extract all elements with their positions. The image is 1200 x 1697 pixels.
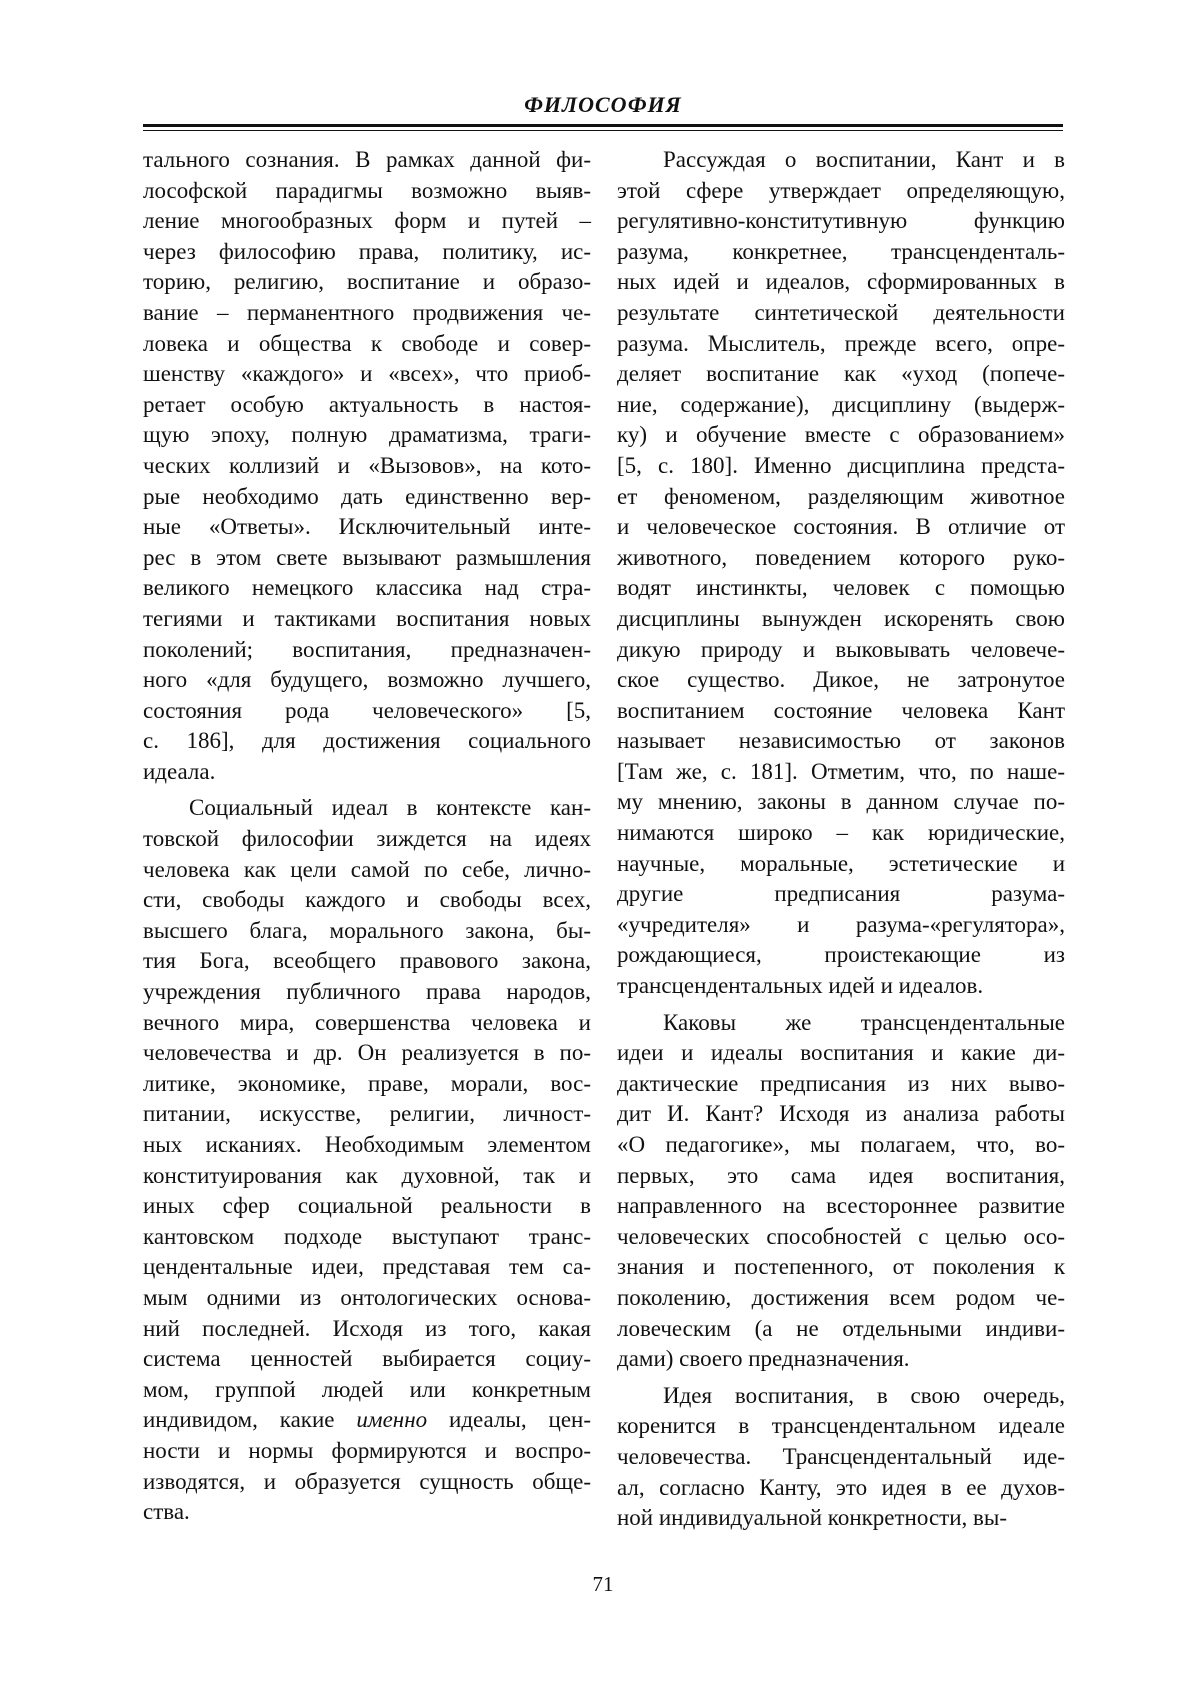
text-line: и человеческое состояния. В отличие от	[617, 514, 1065, 540]
text-line: высшего блага, морального закона, бы-	[143, 917, 591, 943]
text-line: ного «для будущего, возможно лучшего,	[143, 667, 591, 693]
paragraph	[617, 1008, 1065, 1375]
text-line: регулятивно-конститутивную функцию	[617, 208, 1065, 234]
paragraph	[617, 1381, 1065, 1534]
text-line: ское существо. Дикое, не затронутое	[617, 667, 1065, 693]
text-line: поколению, достижения всем родом че-	[617, 1284, 1065, 1310]
text-line: ства.	[143, 1499, 190, 1525]
text-line: ление многообразных форм и путей –	[143, 208, 591, 234]
text-line: разума. Мыслитель, прежде всего, опре-	[617, 330, 1065, 356]
paragraph	[143, 793, 591, 1527]
text-line: товской философии зиждется на идеях	[143, 826, 591, 852]
text-line: воспитанием состояние человека Кант	[617, 697, 1065, 723]
text-line: с. 186], для достижения социального	[143, 728, 591, 754]
text-line: шенству «каждого» и «всех», что приоб-	[143, 361, 591, 387]
text-line: результате синтетической деятельности	[617, 299, 1065, 325]
text-line: животного, поведением которого руко-	[617, 544, 1065, 570]
text-line: иных сфер социальной реальности в	[143, 1193, 591, 1219]
text-line: дит И. Кант? Исходя из анализа работы	[617, 1101, 1065, 1127]
text-line: сти, свободы каждого и свободы всех,	[143, 887, 591, 913]
text-line: рес в этом свете вызывают размышления	[143, 544, 591, 570]
text-line: деляет воспитание как «уход (попече-	[617, 361, 1065, 387]
text-line: ние, содержание), дисциплину (выдерж-	[617, 391, 1065, 417]
text-line: дикую природу и выковывать человече-	[617, 636, 1065, 662]
text-line: ретает особую актуальность в настоя-	[143, 391, 591, 417]
text-line: [Там же, с. 181]. Отметим, что, по наше-	[617, 758, 1065, 784]
text-line: тия Бога, всеобщего правового закона,	[143, 948, 591, 974]
text-line: разума, конкретнее, трансценденталь-	[617, 238, 1065, 264]
text-line: ловеческим (а не отдельными индиви-	[617, 1315, 1065, 1341]
text-line: состояния рода человеческого» [5,	[143, 697, 591, 723]
text-line: ности и нормы формируются и воспро-	[143, 1437, 591, 1463]
text-line: индивидом, какие именно идеалы, цен-	[143, 1407, 592, 1433]
left-column	[143, 145, 591, 1528]
text-line: дами) своего предназначения.	[617, 1346, 910, 1372]
text-line: «учредителя» и разума-«регулятора»,	[617, 911, 1065, 937]
text-line: [5, с. 180]. Именно дисциплина предста-	[617, 452, 1065, 478]
text-line: первых, это сама идея воспитания,	[617, 1162, 1065, 1188]
running-header: ФИЛОСОФИЯ	[524, 92, 682, 117]
text-line: человеческих способностей с целью осо-	[617, 1223, 1065, 1249]
text-line: нимаются широко – как юридические,	[617, 820, 1065, 846]
text-line: этой сфере утверждает определяющую,	[617, 177, 1065, 203]
text-line: система ценностей выбирается социу-	[143, 1346, 591, 1372]
text-line: лософской парадигмы возможно выяв-	[143, 177, 591, 203]
text-line: «О педагогике», мы полагаем, что, во-	[617, 1132, 1065, 1157]
text-line: через философию права, политику, ис-	[143, 238, 591, 264]
text-line: знания и постепенного, от поколения к	[617, 1254, 1065, 1280]
text-line: кантовском подходе выступают транс-	[143, 1223, 591, 1249]
header-rule-thick	[143, 124, 1063, 127]
page-number: 71	[592, 1572, 614, 1596]
text-line: ал, согласно Канту, это идея в ее духов-	[617, 1474, 1065, 1500]
text-line: рые необходимо дать единственно вер-	[143, 483, 591, 509]
text-line: мым одними из онтологических основа-	[143, 1284, 591, 1310]
text-line: тегиями и тактиками воспитания новых	[143, 605, 591, 631]
text-line: коренится в трансцендентальном идеале	[617, 1413, 1065, 1439]
text-line: ных исканиях. Необходимым элементом	[143, 1132, 591, 1157]
paragraph	[143, 145, 591, 787]
text-line: ных идей и идеалов, сформированных в	[617, 269, 1065, 295]
text-line: цендентальные идеи, представая тем са-	[143, 1254, 591, 1280]
right-column	[617, 145, 1065, 1534]
paragraph	[617, 145, 1065, 1002]
text-line: ческих коллизий и «Вызовов», на кото-	[143, 452, 591, 478]
text-line: Социальный идеал в контексте кан-	[189, 795, 591, 821]
text-line: ловека и общества к свободе и совер-	[143, 330, 591, 356]
text-line: человечества. Трансцендентальный иде-	[617, 1443, 1065, 1469]
text-line: ку) и обучение вместе с образованием»	[617, 422, 1065, 448]
header-rule-thin	[143, 130, 1063, 131]
text-line: щую эпоху, полную драматизма, траги-	[143, 422, 591, 448]
text-line: дактические предписания из них выво-	[617, 1070, 1065, 1096]
text-line: научные, моральные, эстетические и	[617, 850, 1065, 876]
text-line: ний последней. Исходя из того, какая	[143, 1315, 591, 1341]
text-line: питании, искусстве, религии, личност-	[143, 1101, 591, 1127]
text-line: рождающиеся, проистекающие из	[617, 942, 1065, 968]
text-line: Идея воспитания, в свою очередь,	[663, 1382, 1065, 1408]
text-line: литике, экономике, праве, морали, вос-	[143, 1070, 591, 1096]
text-line: учреждения публичного права народов,	[143, 979, 591, 1005]
text-line: направленного на всестороннее развитие	[617, 1193, 1065, 1219]
text-line: ные «Ответы». Исключительный инте-	[143, 514, 591, 540]
text-line: тального сознания. В рамках данной фи-	[143, 147, 591, 172]
text-line: Каковы же трансцендентальные	[663, 1009, 1065, 1035]
text-line: Рассуждая о воспитании, Кант и в	[663, 147, 1065, 172]
text-line: человека как цели самой по себе, лично-	[143, 856, 591, 882]
text-line: идеала.	[143, 758, 216, 784]
text-line: изводятся, и образуется сущность обще-	[143, 1468, 591, 1494]
text-line: вание – перманентного продвижения че-	[143, 299, 591, 325]
text-line: идеи и идеалы воспитания и какие ди-	[617, 1040, 1065, 1066]
text-line: вечного мира, совершенства человека и	[143, 1009, 591, 1035]
text-line: мом, группой людей или конкретным	[143, 1376, 591, 1402]
text-line: торию, религию, воспитание и образо-	[143, 269, 591, 295]
text-line: трансцендентальных идей и идеалов.	[617, 973, 984, 999]
text-line: другие предписания разума-	[617, 881, 1065, 907]
text-line: водят инстинкты, человек с помощью	[617, 575, 1065, 601]
text-line: человечества и др. Он реализуется в по-	[143, 1040, 591, 1066]
text-line: ет феноменом, разделяющим животное	[617, 483, 1065, 509]
text-line: поколений; воспитания, предназначен-	[143, 636, 591, 662]
text-line: ной индивидуальной конкретности, вы-	[617, 1505, 1007, 1531]
emphasis: именно	[356, 1407, 428, 1433]
text-line: дисциплины вынужден искоренять свою	[617, 605, 1065, 631]
text-line: называет независимостью от законов	[617, 728, 1065, 754]
text-line: конституирования как духовной, так и	[143, 1162, 591, 1188]
text-line: великого немецкого классика над стра-	[143, 575, 591, 601]
text-line: му мнению, законы в данном случае по-	[617, 789, 1065, 815]
